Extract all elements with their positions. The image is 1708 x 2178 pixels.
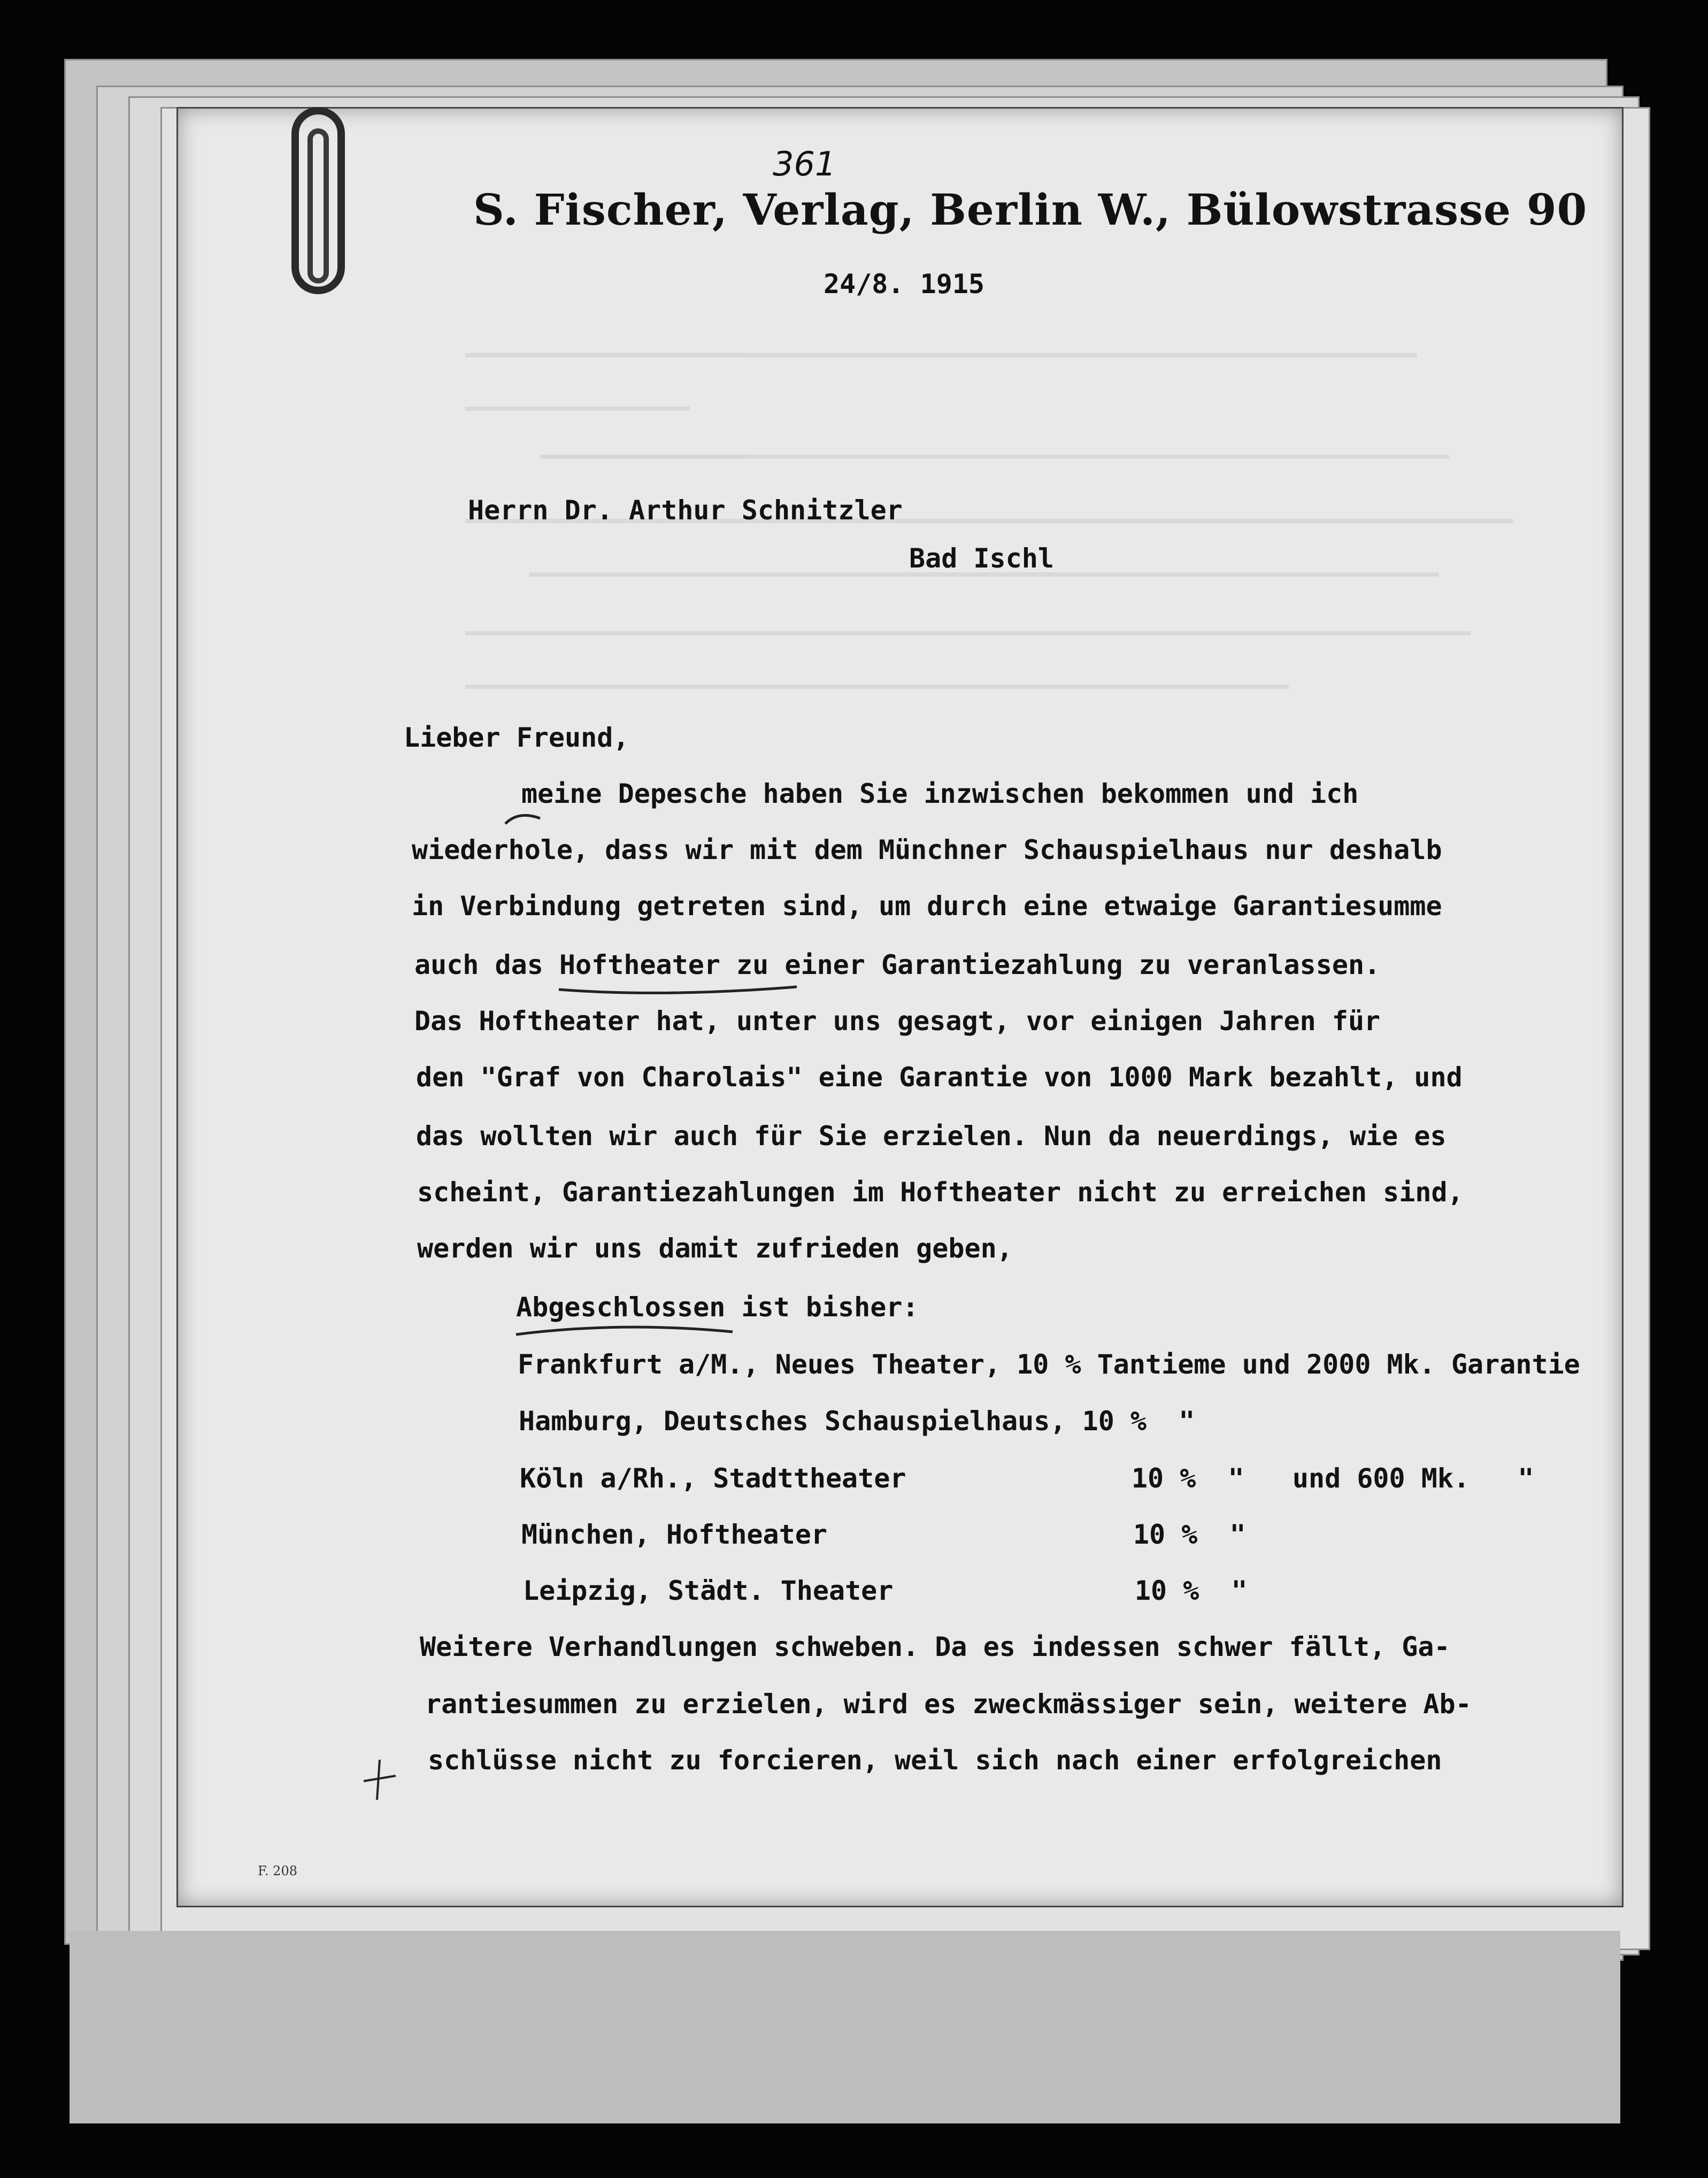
contract-line: Leipzig, Städt. Theater 10 % ": [523, 1575, 1248, 1606]
body-line: in Verbindung getreten sind, um durch eine etwaige Garantiesumme: [412, 891, 1442, 922]
body-line: auch das Hoftheater zu einer Garantiezahlung zu veranlassen.: [414, 949, 1381, 980]
letterhead: S. Fischer, Verlag, Berlin W., Bülowstrasse 90: [473, 185, 1588, 235]
contract-line: Hamburg, Deutsches Schauspielhaus, 10 % ": [519, 1406, 1195, 1437]
paper-clip-inner: [307, 128, 329, 283]
bottom-sheet-edge: [70, 1931, 1620, 2123]
archive-number: 361: [773, 144, 836, 183]
body-line: scheint, Garantiezahlungen im Hoftheater nicht zu erreichen sind,: [417, 1177, 1464, 1208]
body-line: rantiesummen zu erzielen, wird es zweckmässiger sein, weitere Ab-: [425, 1689, 1472, 1720]
contracts-heading: Abgeschlossen ist bisher:: [516, 1292, 919, 1323]
underline-mark-icon: [556, 984, 802, 1000]
body-line: schlüsse nicht zu forcieren, weil sich nach einer erfolgreichen: [428, 1745, 1442, 1776]
recipient-name: Herrn Dr. Arthur Schnitzler: [468, 495, 903, 526]
bleed-through: [465, 342, 1524, 727]
salutation: Lieber Freund,: [404, 722, 629, 753]
body-line: Das Hoftheater hat, unter uns gesagt, vor einigen Jahren für: [414, 1006, 1381, 1037]
contract-line: München, Hoftheater 10 % ": [521, 1519, 1246, 1550]
body-line: wiederhole, dass wir mit dem Münchner Schauspielhaus nur deshalb: [412, 834, 1442, 865]
letter-date: 24/8. 1915: [824, 269, 985, 300]
recipient-place: Bad Ischl: [909, 543, 1054, 574]
contract-line: Frankfurt a/M., Neues Theater, 10 % Tantieme und 2000 Mk. Garantie: [518, 1349, 1580, 1380]
pencil-mark-icon: [503, 808, 545, 829]
contract-line: Köln a/Rh., Stadttheater 10 % " und 600 Mk. ": [520, 1463, 1534, 1494]
underline-mark-icon: [513, 1321, 738, 1343]
body-line: das wollten wir auch für Sie erzielen. Nun da neuerdings, wie es: [416, 1121, 1447, 1152]
body-line: den "Graf von Charolais" eine Garantie von 1000 Mark bezahlt, und: [416, 1062, 1463, 1093]
body-line: Weitere Verhandlungen schweben. Da es indessen schwer fällt, Ga-: [420, 1631, 1450, 1662]
margin-mark-icon: [358, 1749, 401, 1803]
body-line: werden wir uns damit zufrieden geben,: [417, 1233, 1013, 1264]
body-line: meine Depesche haben Sie inzwischen bekommen und ich: [521, 778, 1359, 809]
form-code: F. 208: [258, 1863, 297, 1878]
